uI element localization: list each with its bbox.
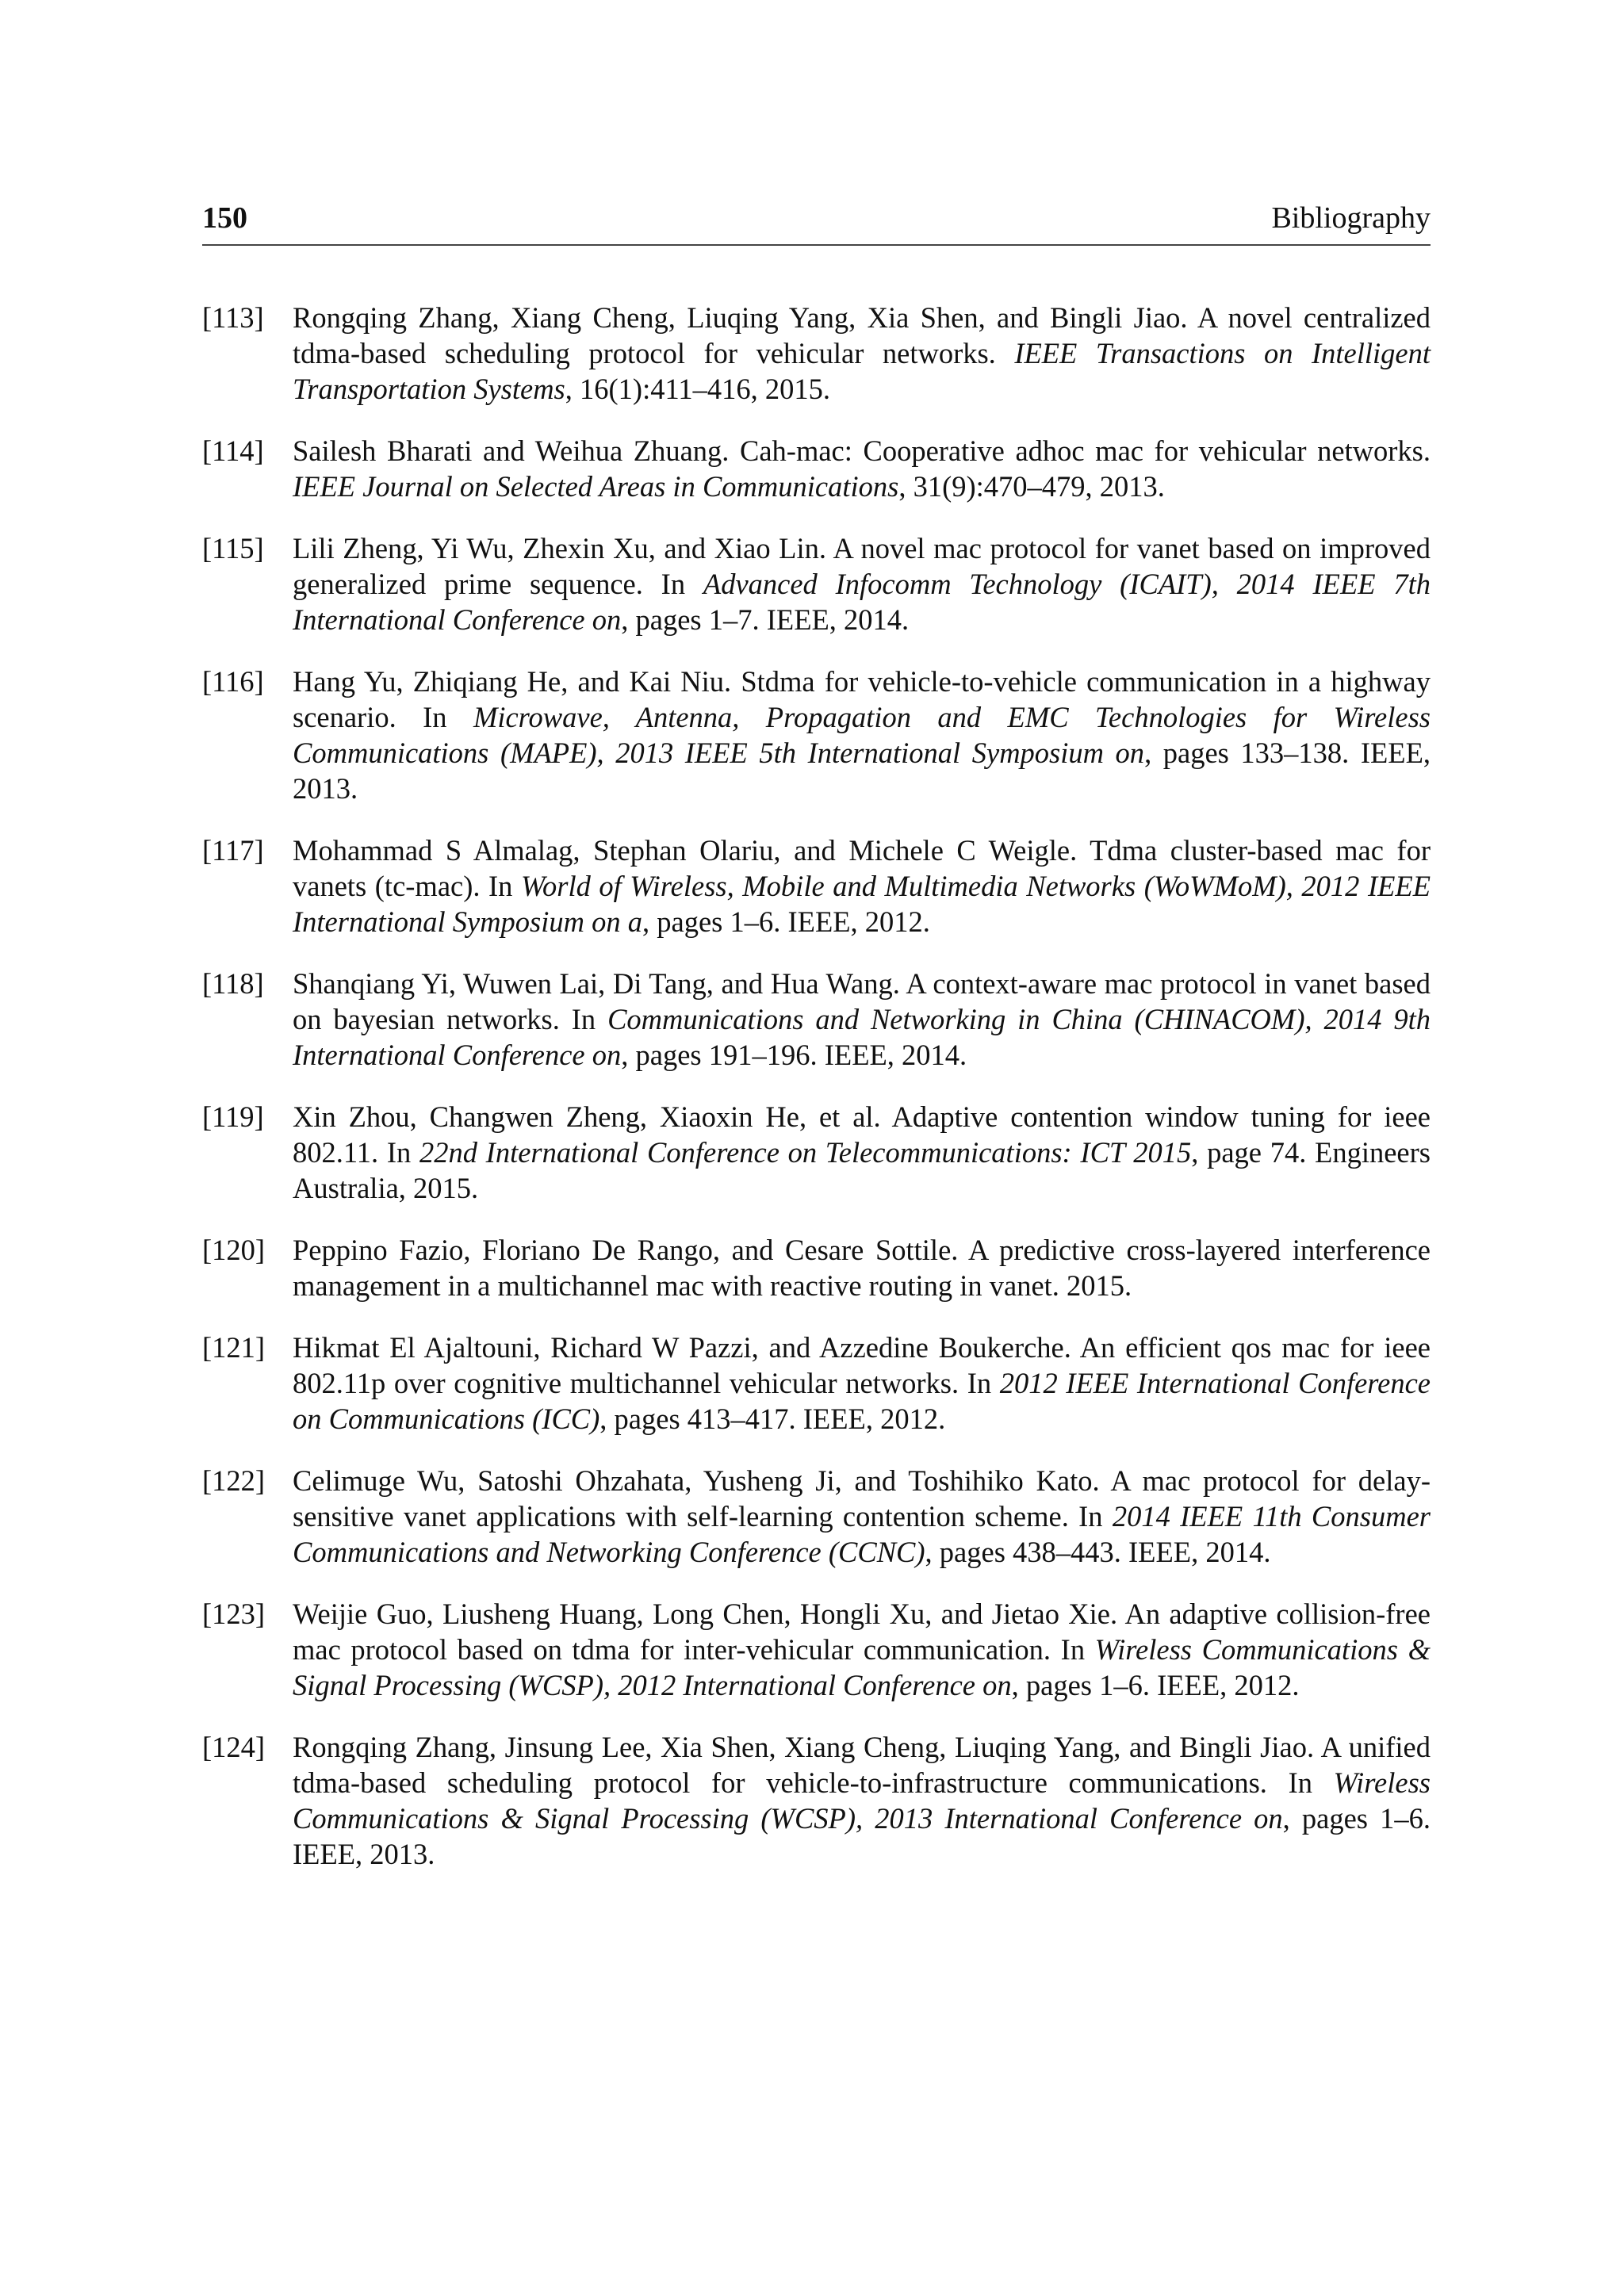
reference-entry <box>202 664 1431 806</box>
reference-entry <box>202 1330 1431 1437</box>
reference-segment: Celimuge Wu, Satoshi Ohzahata, Yusheng Ji, and Toshihiko Kato. A mac protocol for delay-sensitive vanet applications with self-learning contention scheme. In <box>293 1464 1431 1533</box>
reference-text <box>293 1463 1431 1570</box>
reference-label: [113] <box>202 301 264 334</box>
reference-label: [123] <box>202 1598 266 1630</box>
reference-label: [119] <box>202 1100 264 1133</box>
reference-label: [116] <box>202 665 264 698</box>
reference-text <box>293 1596 1431 1703</box>
reference-segment: Mohammad S Almalag, Stephan Olariu, and Michele C Weigle. Tdma cluster-based mac for vanets (tc-mac). In <box>293 834 1431 902</box>
reference-entry <box>202 832 1431 939</box>
reference-entry <box>202 1232 1431 1303</box>
reference-entry <box>202 433 1431 504</box>
reference-text <box>293 300 1431 407</box>
reference-text <box>293 433 1431 504</box>
reference-label: [114] <box>202 434 264 467</box>
reference-segment: , pages 1–6. IEEE, 2012. <box>1011 1669 1300 1701</box>
reference-segment: , 16(1):411–416, 2015. <box>565 373 830 405</box>
reference-label: [115] <box>202 532 264 564</box>
reference-segment: Rongqing Zhang, Xiang Cheng, Liuqing Yang, Xia Shen, and Bingli Jiao. A novel centralized tdma-based scheduling protocol for vehicular networks. <box>293 301 1431 369</box>
reference-entry <box>202 1099 1431 1206</box>
reference-segment: , 31(9):470–479, 2013. <box>898 470 1165 503</box>
reference-segment: Sailesh Bharati and Weihua Zhuang. Cah-mac: Cooperative adhoc mac for vehicular networks. <box>293 434 1431 467</box>
bibliography-list <box>202 300 1431 1898</box>
reference-venue: 22nd International Conference on Telecommunications: ICT 2015 <box>419 1136 1192 1169</box>
reference-entry <box>202 1729 1431 1872</box>
reference-venue: Advanced Infocomm Technology (ICAIT), 2014 IEEE 7th International Conference on <box>293 568 1431 636</box>
reference-venue: Wireless Communications & Signal Processing (WCSP), 2013 International Conference on <box>293 1766 1431 1835</box>
running-head: Bibliography <box>1271 201 1431 235</box>
reference-text <box>293 664 1431 806</box>
reference-segment: , pages 191–196. IEEE, 2014. <box>621 1039 967 1071</box>
reference-segment: Xin Zhou, Changwen Zheng, Xiaoxin He, et al. Adaptive contention window tuning for ieee 802.11. In <box>293 1100 1431 1169</box>
reference-venue: 2012 IEEE International Conference on Communications (ICC) <box>293 1367 1431 1435</box>
reference-text <box>293 966 1431 1073</box>
reference-venue: IEEE Journal on Selected Areas in Communications <box>293 470 899 503</box>
reference-segment: , pages 438–443. IEEE, 2014. <box>925 1536 1271 1568</box>
reference-segment: , pages 133–138. IEEE, 2013. <box>293 737 1431 805</box>
reference-segment: Lili Zheng, Yi Wu, Zhexin Xu, and Xiao Lin. A novel mac protocol for vanet based on improved generalized prime sequence. In <box>293 532 1431 600</box>
reference-segment: Weijie Guo, Liusheng Huang, Long Chen, Hongli Xu, and Jietao Xie. An adaptive collision-free mac protocol based on tdma for inter-vehicular communication. In <box>293 1598 1431 1666</box>
reference-venue: Wireless Communications & Signal Processing (WCSP), 2012 International Conference on <box>293 1633 1431 1701</box>
reference-entry <box>202 966 1431 1073</box>
reference-text <box>293 1330 1431 1437</box>
reference-segment: Hikmat El Ajaltouni, Richard W Pazzi, and Azzedine Boukerche. An efficient qos mac for ieee 802.11p over cognitive multichannel vehicular networks. In <box>293 1331 1431 1399</box>
reference-entry <box>202 530 1431 637</box>
reference-segment: Rongqing Zhang, Jinsung Lee, Xia Shen, Xiang Cheng, Liuqing Yang, and Bingli Jiao. A unified tdma-based scheduling protocol for vehicle-to-infrastructure communications. In <box>293 1731 1431 1799</box>
reference-segment: , page 74. Engineers Australia, 2015. <box>293 1136 1431 1204</box>
reference-label: [120] <box>202 1234 266 1266</box>
reference-segment: , pages 1–7. IEEE, 2014. <box>621 603 910 636</box>
reference-label: [118] <box>202 967 264 1000</box>
reference-entry <box>202 300 1431 407</box>
reference-segment: , pages 413–417. IEEE, 2012. <box>599 1402 946 1435</box>
page-header <box>202 198 1431 246</box>
reference-venue: Communications and Networking in China (CHINACOM), 2014 9th International Conference on <box>293 1003 1431 1071</box>
reference-text <box>293 1099 1431 1206</box>
reference-label: [122] <box>202 1464 266 1497</box>
reference-entry <box>202 1596 1431 1703</box>
reference-label: [121] <box>202 1331 266 1364</box>
reference-venue: 2014 IEEE 11th Consumer Communications and Networking Conference (CCNC) <box>293 1500 1431 1568</box>
reference-segment: , pages 1–6. IEEE, 2013. <box>293 1802 1431 1870</box>
reference-segment: Hang Yu, Zhiqiang He, and Kai Niu. Stdma for vehicle-to-vehicle communication in a highway scenario. In <box>293 665 1431 733</box>
reference-venue: Microwave, Antenna, Propagation and EMC Technologies for Wireless Communications (MAPE), 2013 IEEE 5th International Symposium on <box>293 701 1431 769</box>
reference-segment: Shanqiang Yi, Wuwen Lai, Di Tang, and Hua Wang. A context-aware mac protocol in vanet based on bayesian networks. In <box>293 967 1431 1035</box>
page-number: 150 <box>202 201 247 235</box>
reference-venue: World of Wireless, Mobile and Multimedia Networks (WoWMoM), 2012 IEEE International Symposium on a <box>293 870 1431 938</box>
reference-text <box>293 832 1431 939</box>
reference-text <box>293 1729 1431 1872</box>
reference-text <box>293 1232 1431 1303</box>
reference-segment: , pages 1–6. IEEE, 2012. <box>642 905 930 938</box>
reference-label: [117] <box>202 834 264 867</box>
reference-venue: IEEE Transactions on Intelligent Transportation Systems <box>293 337 1431 405</box>
reference-entry <box>202 1463 1431 1570</box>
reference-segment: Peppino Fazio, Floriano De Rango, and Cesare Sottile. A predictive cross-layered interference management in a multichannel mac with reactive routing in vanet. 2015. <box>293 1234 1431 1302</box>
reference-text <box>293 530 1431 637</box>
reference-label: [124] <box>202 1731 266 1763</box>
